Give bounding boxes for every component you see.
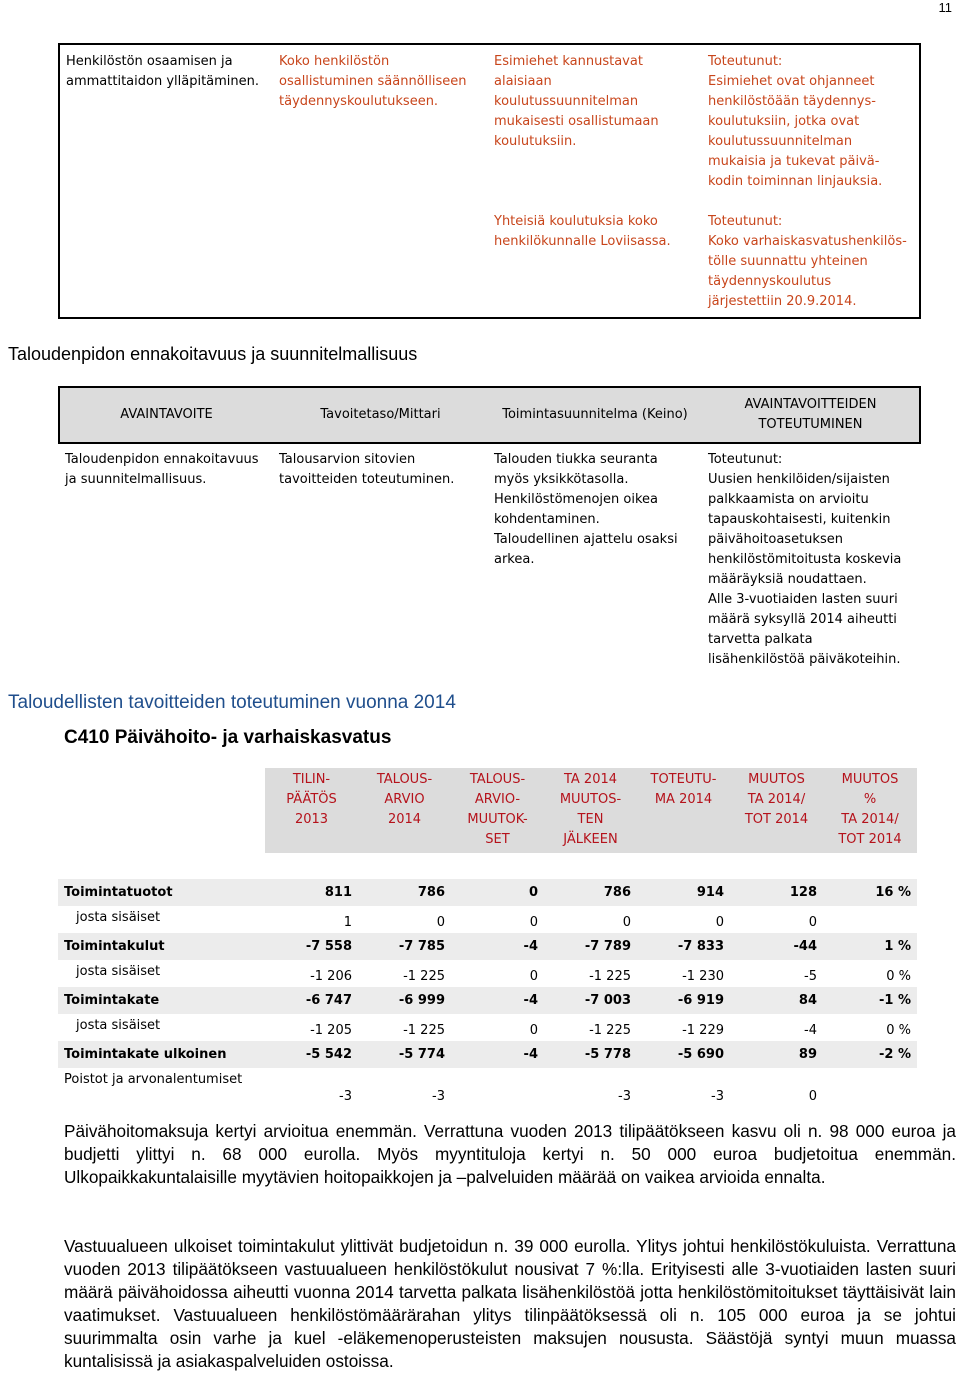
value-cell: -5 778 <box>544 1041 637 1068</box>
value-cell: -1 225 <box>403 1023 445 1038</box>
column-header: AVAINTAVOITE <box>59 387 273 443</box>
value-cell: 0 <box>529 1023 538 1038</box>
value-cell: -7 003 <box>544 987 637 1014</box>
value-cell: -6 747 <box>265 987 358 1014</box>
value-cell: -6 999 <box>358 987 451 1014</box>
column-header: TA 2014 MUUTOS- TEN JÄLKEEN <box>559 772 622 847</box>
value-cell: -3 <box>339 1088 352 1104</box>
value-cell: -1 225 <box>589 969 631 984</box>
goal-cell: Taloudenpidon ennakoitavuus ja suunnitelmallisuus. <box>65 452 259 487</box>
key-goals-table <box>58 386 921 676</box>
row-label: josta sisäiset <box>76 1017 161 1033</box>
value-cell: -1 % <box>823 987 917 1014</box>
goal-cell: Henkilöstön osaamisen ja ammattitaidon ylläpitäminen. <box>66 54 260 89</box>
section-title-financial-goals: Taloudellisten tavoitteiden toteutuminen vuonna 2014 <box>8 692 456 713</box>
column-header: TILIN- PÄÄTÖS 2013 <box>286 772 337 827</box>
value-cell: -2 % <box>823 1041 917 1068</box>
value-cell: -5 542 <box>265 1041 358 1068</box>
table-row <box>58 1068 917 1104</box>
paragraph: Päivähoitomaksuja kertyi arvioitua enemmän. Verrattuna vuoden 2013 tilipäätökseen kasvu oli n. 98 000 euroa ja budjetti ylittyi n. 68 000 eurolla. Myös myyntituloja kertyi n. 50 000 euroa budjetoitua enemmän. Ulkopaikkakuntalaisille myytävien hoitopaikkojen ja –palveluiden määrää on vaikea arvioida ennalta. <box>64 1121 956 1187</box>
value-cell: 0 <box>529 969 538 984</box>
value-cell: -3 <box>618 1088 631 1104</box>
table-row <box>59 208 920 318</box>
row-label: josta sisäiset <box>76 909 161 925</box>
value-cell: 786 <box>358 879 451 906</box>
row-label: Toimintakate <box>58 987 265 1014</box>
table-row <box>58 1014 917 1041</box>
value-cell: -1 229 <box>682 1023 724 1038</box>
value-cell: 89 <box>730 1041 823 1068</box>
table-row <box>58 1041 917 1068</box>
value-cell: 0 <box>451 879 544 906</box>
value-cell: -3 <box>711 1088 724 1104</box>
value-cell: 914 <box>637 879 730 906</box>
value-cell: 128 <box>730 879 823 906</box>
row-label: Toimintakulut <box>58 933 265 960</box>
table-row <box>59 44 920 208</box>
value-cell: 786 <box>544 879 637 906</box>
value-cell: -5 774 <box>358 1041 451 1068</box>
column-header: MUUTOS % TA 2014/ TOT 2014 <box>838 772 902 847</box>
value-cell: -7 833 <box>637 933 730 960</box>
value-cell: -5 690 <box>637 1041 730 1068</box>
value-cell: 1 % <box>823 933 917 960</box>
row-label: Toimintatuotot <box>58 879 265 906</box>
section-title-unit: C410 Päivähoito- ja varhaiskasvatus <box>64 727 392 748</box>
value-cell: 0 <box>715 915 724 930</box>
training-goals-table <box>58 43 921 319</box>
plan-cell: Talouden tiukka seuranta myös yksikkötasolla. Henkilöstömenojen oikea kohdentaminen. Taloudellinen ajattelu osaksi arkea. <box>494 452 678 567</box>
paragraph: Vastuualueen ulkoiset toimintakulut ylittivät budjetoidun n. 39 000 eurolla. Ylitys johtui henkilöstökuluista. Verrattuna vuoden 2013 tilipäätökseen vastuualueen henkilöstökulut nousivat 7 %:lla. Erityisesti alle 3-vuotiaiden lasten suuri määrä päivähoidossa aiheutti vuonna 2014 tarvetta palkata lisähenkilöstöä jotta henkilöstömitoitukset täyttäisivät lain vaatimukset. Vastuualueen henkilöstömäärärahan ylitys tilinpäätöksessä oli n. 105 000 euroa ja se johtui suurimmalta osin varhe ja kuel -eläkemenoperusteisten maksujen noususta. Säästöjä syntyi muun muassa kuntalisissä ja asiakaspalveluiden ostoissa. <box>64 1236 956 1371</box>
finance-header <box>265 768 917 853</box>
value-cell: -44 <box>730 933 823 960</box>
value-cell: -4 <box>451 933 544 960</box>
value-cell: 0 <box>436 915 445 930</box>
value-cell: 84 <box>730 987 823 1014</box>
value-cell <box>823 906 917 933</box>
result-label: Toteutunut: <box>708 214 783 229</box>
target-cell: Koko henkilöstön osallistuminen säännölliseen täydennyskoulutukseen. <box>279 54 467 109</box>
result-cell <box>702 44 920 208</box>
row-label: Toimintakate ulkoinen <box>58 1041 265 1068</box>
value-cell: 1 <box>343 915 352 930</box>
value-cell: -5 <box>804 969 817 984</box>
value-cell <box>451 1068 544 1104</box>
plan-cell: Esimiehet kannustavat alaisiaan koulutussuunnitelman mukaisesti osallistumaan koulutuksiin. <box>494 54 659 149</box>
value-cell: 16 % <box>823 879 917 906</box>
value-cell: -7 558 <box>265 933 358 960</box>
table-row <box>58 906 917 933</box>
value-cell: -7 789 <box>544 933 637 960</box>
value-cell: -7 785 <box>358 933 451 960</box>
value-cell <box>823 1068 917 1104</box>
table-header-row <box>59 387 920 443</box>
table-row <box>58 879 917 906</box>
value-cell: -1 225 <box>403 969 445 984</box>
value-cell: -3 <box>432 1088 445 1104</box>
target-cell: Talousarvion sitovien tavoitteiden toteutuminen. <box>279 452 455 487</box>
value-cell: -4 <box>451 1041 544 1068</box>
value-cell: 811 <box>265 879 358 906</box>
value-cell: 0 <box>622 915 631 930</box>
result-cell <box>702 208 920 318</box>
result-text: Esimiehet ovat ohjanneet henkilöstöään täydennys- koulutuksiin, jotka ovat koulutussuunnitelman mukaisia ja tukevat päivä- kodin toiminnan linjauksia. <box>708 74 883 189</box>
value-cell: -1 230 <box>682 969 724 984</box>
column-header: MUUTOS TA 2014/ TOT 2014 <box>744 772 809 827</box>
target-cell <box>273 208 488 318</box>
value-cell: -1 206 <box>310 969 352 984</box>
page-number: 11 <box>938 0 952 15</box>
table-row <box>58 987 917 1014</box>
column-header: Tavoitetaso/Mittari <box>273 387 488 443</box>
finance-table <box>58 878 917 1104</box>
value-cell: 0 % <box>886 969 911 984</box>
row-label: josta sisäiset <box>76 963 161 979</box>
value-cell: -6 919 <box>637 987 730 1014</box>
result-cell: Toteutunut: Uusien henkilöiden/sijaisten palkkaamista on arvioitu tapauskohtaisesti, kuitenkin päivähoitoasetuksen henkilöstömitoitusta koskevia määräyksiä noudattaen. Alle 3-vuotiaiden lasten suuri määrä syksyllä 2014 aiheutti tarvetta palkata lisähenkilöstöä päiväkoteihin. <box>708 452 902 667</box>
value-cell: 0 % <box>886 1023 911 1038</box>
table-row <box>58 960 917 987</box>
value-cell: -1 205 <box>310 1023 352 1038</box>
table-row <box>59 443 920 676</box>
value-cell: 0 <box>808 1088 817 1104</box>
result-text: Koko varhaiskasvatushenkilös- tölle suunnattu yhteinen täydennyskoulutus järjestettiin 20.9.2014. <box>708 234 907 309</box>
value-cell: 0 <box>529 915 538 930</box>
column-header: TOTEUTU- MA 2014 <box>650 772 717 807</box>
value-cell: -1 225 <box>589 1023 631 1038</box>
value-cell: 0 <box>808 915 817 930</box>
value-cell: -4 <box>804 1023 817 1038</box>
row-label: Poistot ja arvonalentumiset <box>64 1071 243 1087</box>
column-header: AVAINTAVOITTEIDEN TOTEUTUMINEN <box>702 387 920 443</box>
table-row <box>58 933 917 960</box>
column-header: TALOUS- ARVIO 2014 <box>376 772 433 827</box>
column-header: TALOUS- ARVIO- MUUTOK- SET <box>467 772 528 847</box>
column-header: Toimintasuunnitelma (Keino) <box>488 387 702 443</box>
plan-cell: Yhteisiä koulutuksia koko henkilökunnalle Loviisassa. <box>494 214 671 249</box>
result-label: Toteutunut: <box>708 54 783 69</box>
section-title-budgeting: Taloudenpidon ennakoitavuus ja suunnitelmallisuus <box>8 344 418 364</box>
goal-cell <box>59 208 273 318</box>
value-cell: -4 <box>451 987 544 1014</box>
